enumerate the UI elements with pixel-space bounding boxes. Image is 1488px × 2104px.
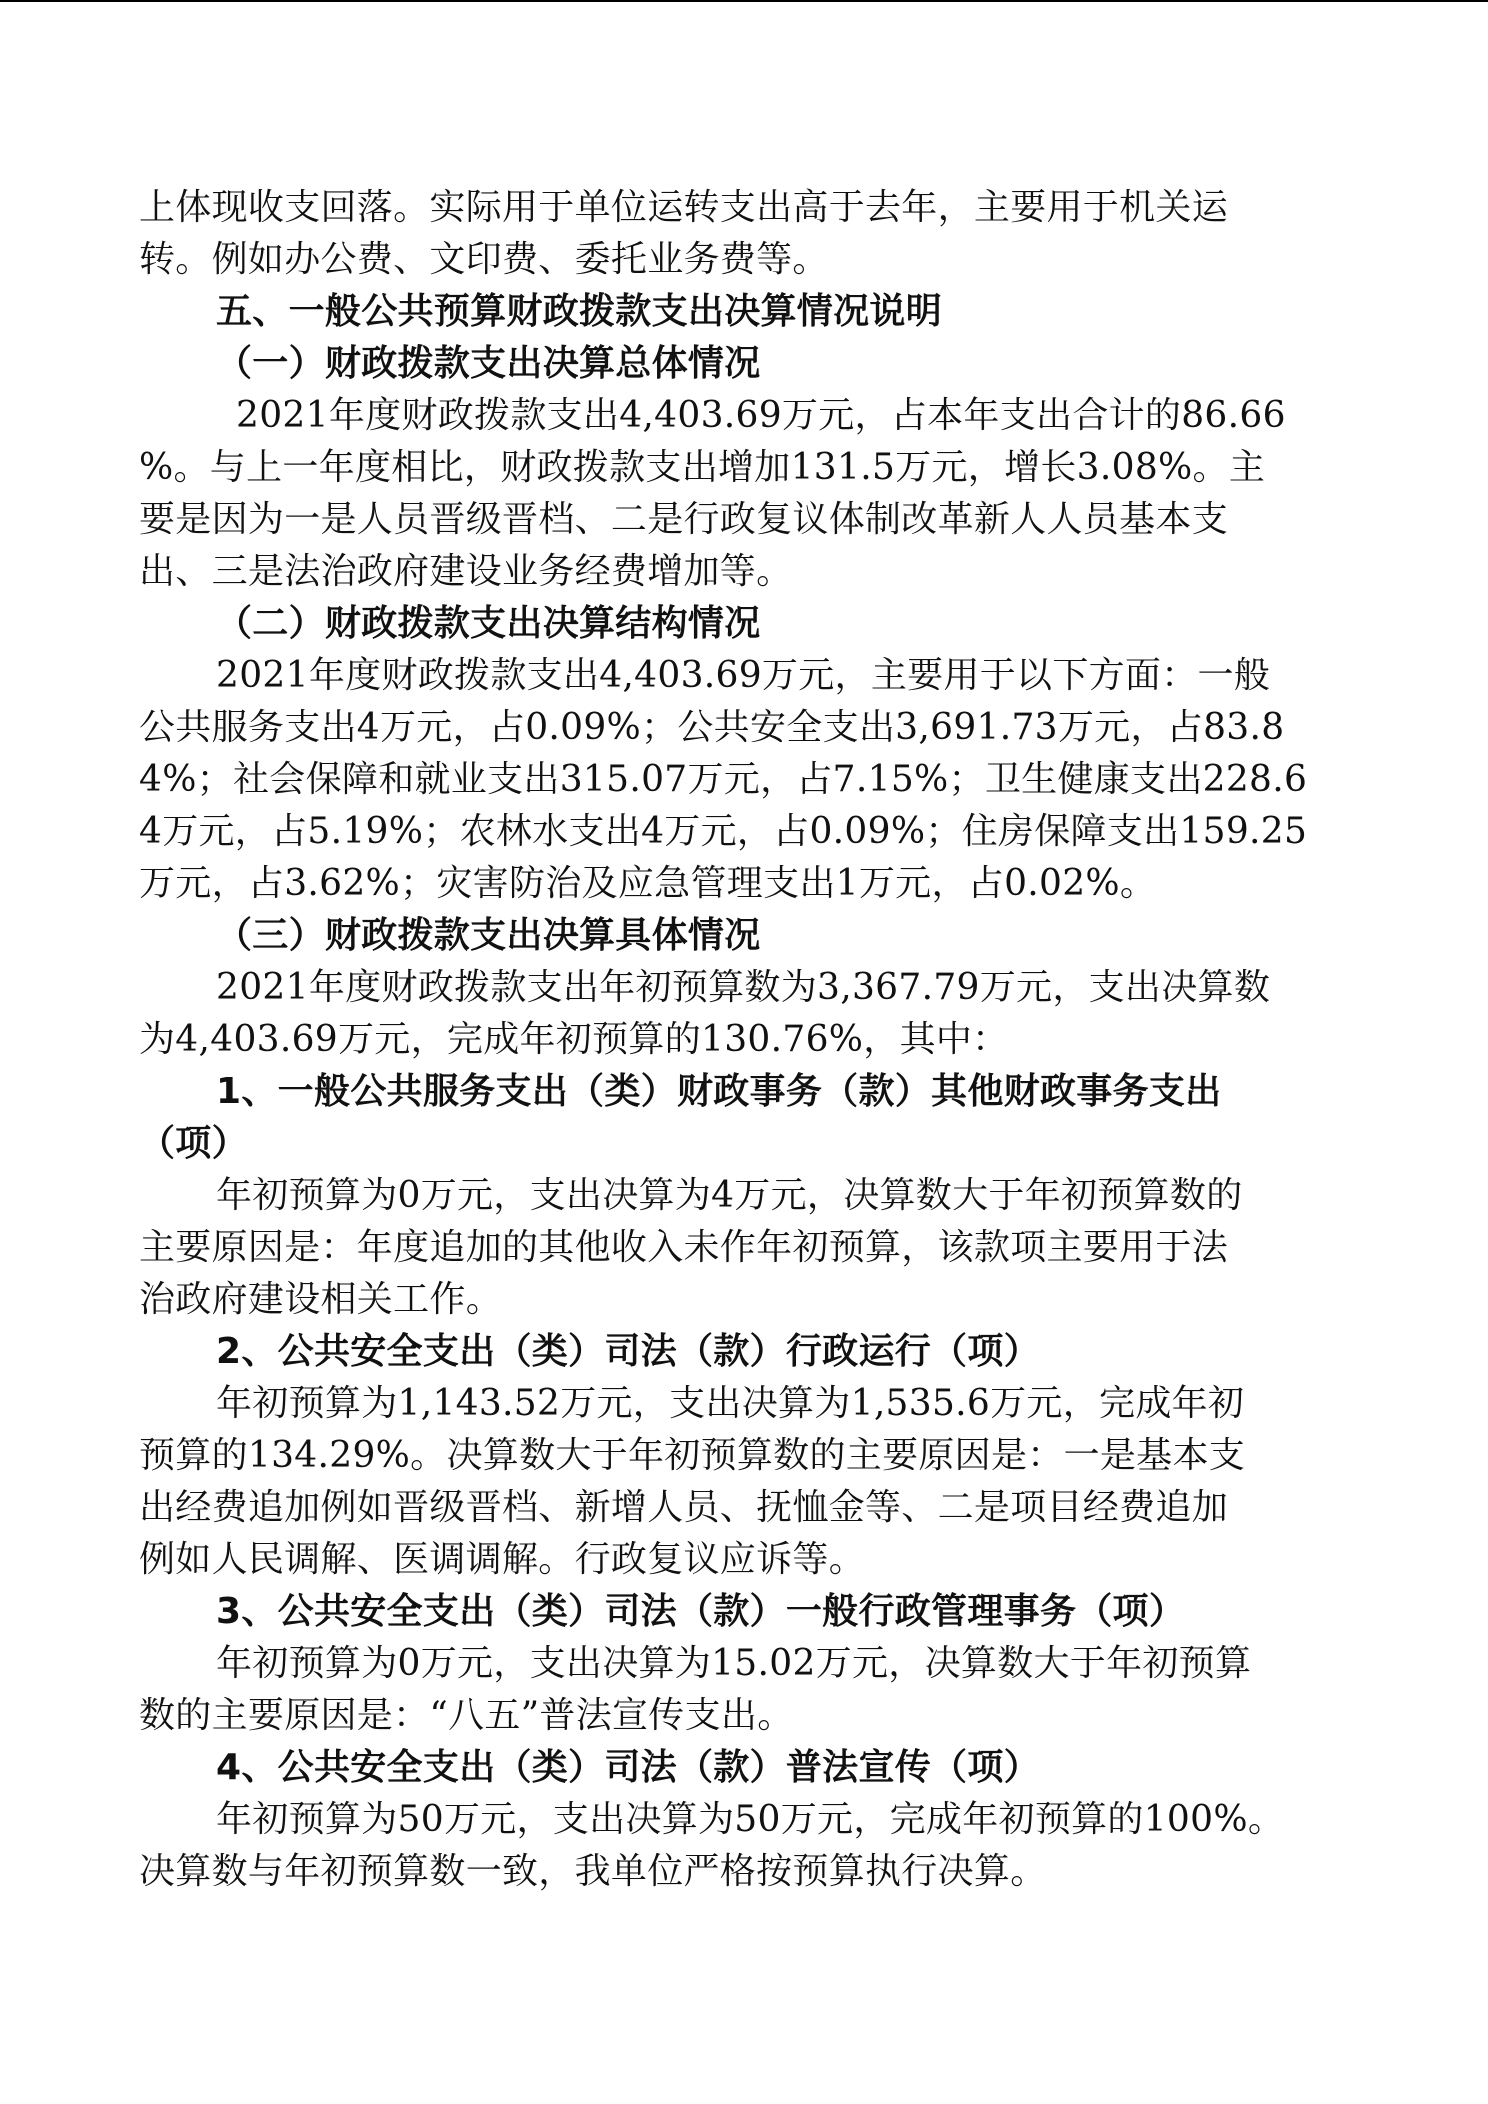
item-heading: （项） xyxy=(139,1123,248,1164)
paragraph-line: 数的主要原因是：“八五”普法宣传支出。 xyxy=(139,1695,794,1736)
paragraph-line: 转。例如办公费、文印费、委托业务费等。 xyxy=(139,239,829,280)
paragraph-line: 例如人民调解、医调调解。行政复议应诉等。 xyxy=(139,1539,866,1580)
paragraph-line: 公共服务支出4万元，占0.09%；公共安全支出3,691.73万元，占83.8 xyxy=(139,707,1285,748)
paragraph-line: 治政府建设相关工作。 xyxy=(139,1279,503,1320)
paragraph-line: 决算数与年初预算数一致，我单位严格按预算执行决算。 xyxy=(139,1851,1047,1892)
paragraph-line: 年初预算为0万元，支出决算为15.02万元，决算数大于年初预算 xyxy=(216,1643,1252,1684)
paragraph-line: 2021年度财政拨款支出4,403.69万元，主要用于以下方面：一般 xyxy=(216,655,1271,696)
item-heading: 2、公共安全支出（类）司法（款）行政运行（项） xyxy=(216,1331,1040,1372)
paragraph-line: 2021年度财政拨款支出4,403.69万元，占本年支出合计的86.66 xyxy=(236,395,1286,436)
item-heading: 1、一般公共服务支出（类）财政事务（款）其他财政事务支出 xyxy=(216,1071,1222,1112)
paragraph-line: 上体现收支回落。实际用于单位运转支出高于去年，主要用于机关运 xyxy=(139,187,1229,228)
paragraph-line: 主要原因是：年度追加的其他收入未作年初预算，该款项主要用于法 xyxy=(139,1227,1229,1268)
paragraph-line: 为4,403.69万元，完成年初预算的130.76%，其中： xyxy=(139,1019,1009,1060)
subsection-heading: （二）财政拨款支出决算结构情况 xyxy=(216,603,761,644)
paragraph-line: 年初预算为0万元，支出决算为4万元，决算数大于年初预算数的 xyxy=(216,1175,1243,1216)
paragraph-line: 要是因为一是人员晋级晋档、二是行政复议体制改革新人人员基本支 xyxy=(139,499,1229,540)
paragraph-line: 4%；社会保障和就业支出315.07万元，占7.15%；卫生健康支出228.6 xyxy=(139,759,1308,800)
paragraph-line: 预算的134.29%。决算数大于年初预算数的主要原因是：一是基本支 xyxy=(139,1435,1246,1476)
subsection-heading: （一）财政拨款支出决算总体情况 xyxy=(216,343,761,384)
paragraph-line: 出、三是法治政府建设业务经费增加等。 xyxy=(139,551,793,592)
paragraph-line: 万元，占3.62%；灾害防治及应急管理支出1万元，占0.02%。 xyxy=(139,863,1157,904)
paragraph-line: 年初预算为50万元，支出决算为50万元，完成年初预算的100%。 xyxy=(216,1799,1285,1840)
paragraph-line: 年初预算为1,143.52万元，支出决算为1,535.6万元，完成年初 xyxy=(216,1383,1245,1424)
item-heading: 3、公共安全支出（类）司法（款）一般行政管理事务（项） xyxy=(216,1591,1186,1632)
paragraph-line: 4万元，占5.19%；农林水支出4万元，占0.09%；住房保障支出159.25 xyxy=(139,811,1308,852)
paragraph-line: %。与上一年度相比，财政拨款支出增加131.5万元，增长3.08%。主 xyxy=(139,447,1266,488)
section-heading: 五、一般公共预算财政拨款支出决算情况说明 xyxy=(216,291,943,332)
paragraph-line: 2021年度财政拨款支出年初预算数为3,367.79万元，支出决算数 xyxy=(216,967,1271,1008)
paragraph-line: 出经费追加例如晋级晋档、新增人员、抚恤金等、二是项目经费追加 xyxy=(139,1487,1229,1528)
subsection-heading: （三）财政拨款支出决算具体情况 xyxy=(216,915,761,956)
item-heading: 4、公共安全支出（类）司法（款）普法宣传（项） xyxy=(216,1747,1040,1788)
